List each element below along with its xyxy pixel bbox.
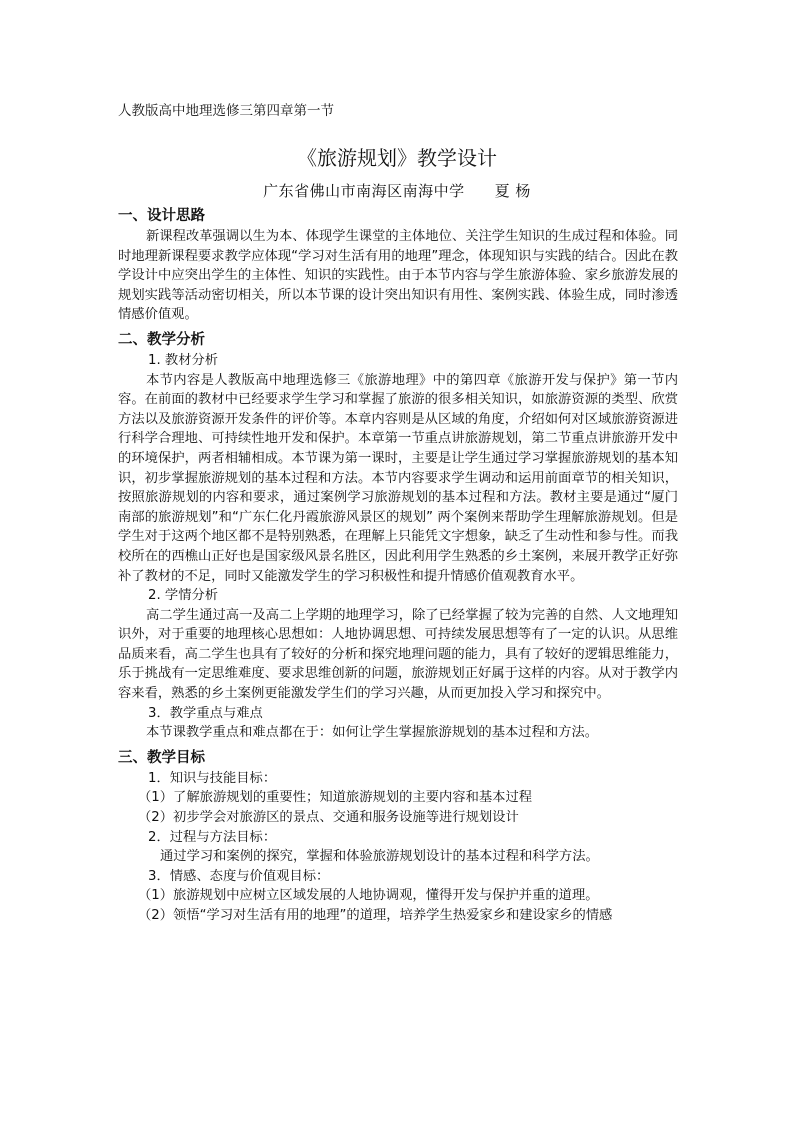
goal-process-paragraph: 通过学习和案例的探究，掌握和体验旅游规划设计的基本过程和科学方法。	[160, 849, 599, 865]
author-line	[0, 180, 794, 201]
school-name: 广东省佛山市南海区南海中学	[263, 182, 465, 200]
goal-emotion-item: （2）领悟“学习对生活有用的地理”的道理，培养学生热爱家乡和建设家乡的情感	[138, 908, 613, 923]
goal-knowledge-title: 1．知识与技能目标：	[148, 770, 277, 786]
subheading-textbook-analysis: 1. 教材分析	[148, 352, 219, 368]
section-heading-analysis: 二、教学分析	[118, 331, 205, 348]
goal-emotion-item: （1）旅游规划中应树立区域发展的人地协调观，懂得开发与保护并重的道理。	[138, 888, 599, 904]
author-name: 夏 杨	[494, 182, 531, 200]
student-analysis-paragraph: 高二学生通过高一及高二上学期的地理学习，除了已经掌握了较为完善的自然、人文地理知识外，对于重要的地理核心思想如：人地协调思想、可持续发展思想等有了一定的认识。从思维品质来看，高二学生也具有了较好的分析和探究地理问题的能力，具有了较好的逻辑思维能力，乐于挑战有一定思维难度、要求思维创新的问题，旅游规划正好属于这样的内容。从对于教学内容来看，熟悉的乡土案例更能激发学生们的学习兴趣，从而更加投入学习和探究中。	[118, 607, 678, 702]
subheading-key-points: 3．教学重点与难点	[148, 705, 263, 721]
section-heading-design: 一、设计思路	[118, 208, 205, 224]
goal-knowledge-item: （2）初步学会对旅游区的景点、交通和服务设施等进行规划设计	[138, 810, 519, 826]
document-body	[118, 205, 678, 926]
design-paragraph: 新课程改革强调以生为本、体现学生课堂的主体地位、关注学生知识的生成过程和体验。同时地理新课程要求教学应体现“学习对生活有用的地理”理念，体现知识与实践的结合。因此在教学设计中应突出学生的主体性、知识的实践性。由于本节内容与学生旅游体验、家乡旅游发展的规划实践等活动密切相关，所以本节课的设计突出知识有用性、案例实践、体验生成，同时渗透情感价值观。	[118, 229, 678, 323]
goal-emotion-title: 3．情感、态度与价值观目标：	[148, 868, 330, 884]
subheading-student-analysis: 2. 学情分析	[148, 588, 219, 604]
textbook-analysis-paragraph: 本节内容是人教版高中地理选修三《旅游地理》中的第四章《旅游开发与保护》第一节内容。在前面的教材中已经要求学生学习和掌握了旅游的很多相关知识，如旅游资源的类型、欣赏方法以及旅游资源开发条件的评价等。本章内容则是从区域的角度，介绍如何对区域旅游资源进行科学合理地、可持续性地开发和保护。本章第一节重点讲旅游规划，第二节重点讲旅游开发中的环境保护，两者相辅相成。本节课为第一课时，主要是让学生通过学习掌握旅游规划的基本知识，初步掌握旅游规划的基本过程和方法。本节内容要求学生调动和运用前面章节的相关知识，按照旅游规划的内容和要求，通过案例学习旅游规划的基本过程和方法。教材主要是通过“厦门南部的旅游规划”和“广东仁化丹霞旅游风景区的规划” 两个案例来帮助学生理解旅游规划。但是学生对于这两个地区都不是特别熟悉，在理解上只能凭文字想象，缺乏了生动性和参与性。而我校所在的西樵山正好也是国家级风景名胜区，因此利用学生熟悉的乡土案例，来展开教学正好弥补了教材的不足，同时又能激发学生的学习积极性和提升情感价值观教育水平。	[118, 372, 678, 584]
goal-knowledge-item: （1）了解旅游规划的重要性；知道旅游规划的主要内容和基本过程	[138, 790, 533, 806]
key-points-paragraph: 本节课教学重点和难点都在于：如何让学生掌握旅游规划的基本过程和方法。	[146, 725, 599, 741]
series-header: 人教版高中地理选修三第四章第一节	[118, 103, 334, 119]
section-heading-objectives: 三、教学目标	[118, 749, 205, 766]
document-title: 《旅游规划》教学设计	[297, 146, 497, 170]
goal-process-title: 2．过程与方法目标：	[148, 829, 277, 845]
